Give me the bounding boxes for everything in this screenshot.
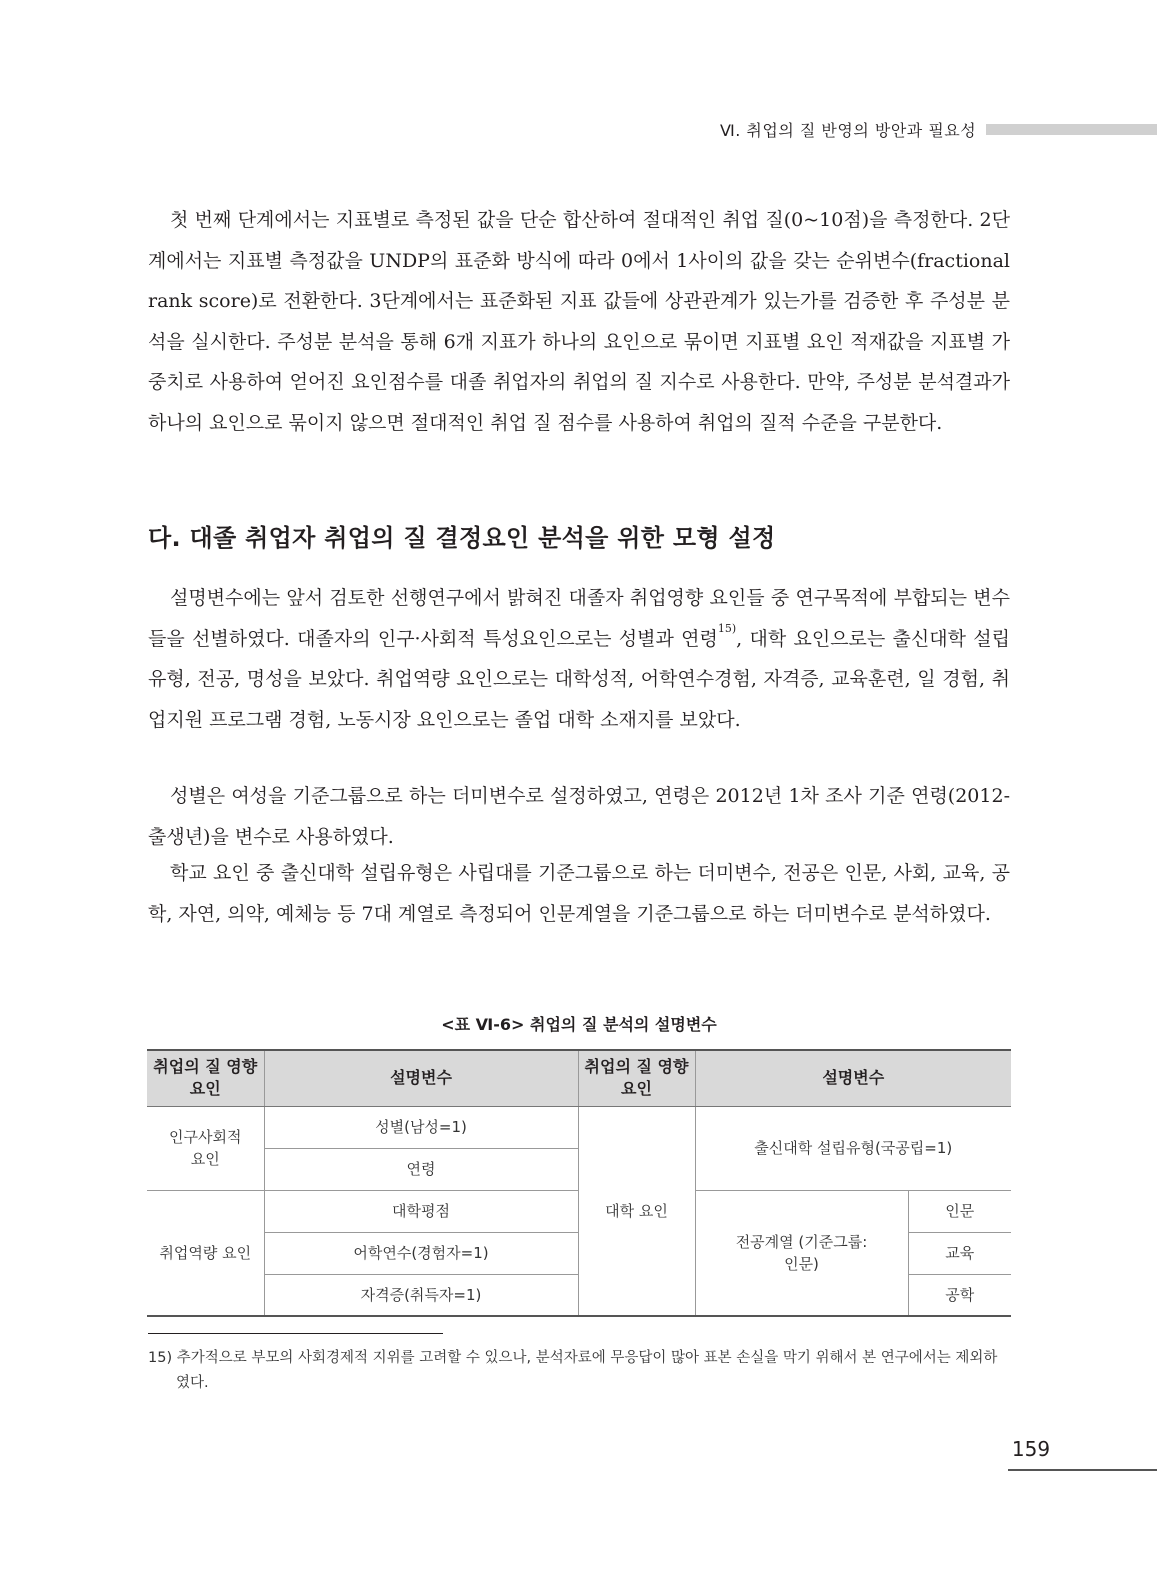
var-language-study: 어학연수(경험자=1): [264, 1232, 578, 1274]
header-variable-right: 설명변수: [695, 1050, 1011, 1106]
paragraph-text: 성별은 여성을 기준그룹으로 하는 더미변수로 설정하였고, 연령은 2012년 1차 조사 기준 연령(2012-출생년)을 변수로 사용하였다.: [148, 785, 1010, 848]
section-heading: 다. 대졸 취업자 취업의 질 결정요인 분석을 위한 모형 설정: [148, 524, 776, 552]
var-major: 전공계열 (기준그룹: 인문): [695, 1190, 908, 1316]
group-demographic: 인구사회적 요인: [147, 1106, 264, 1190]
header-factor-right: 취업의 질 영향 요인: [578, 1050, 695, 1106]
header-factor-left: 취업의 질 영향 요인: [147, 1050, 264, 1106]
var-gender: 성별(남성=1): [264, 1106, 578, 1148]
page-number-rule: [1008, 1469, 1157, 1471]
footnote-divider: [148, 1333, 443, 1334]
group-university: 대학 요인: [578, 1106, 695, 1316]
paragraph-text: 학교 요인 중 출신대학 설립유형은 사립대를 기준그룹으로 하는 더미변수, 전공은 인문, 사회, 교육, 공학, 자연, 의약, 예체능 등 7대 계열로 측정되어 인문계열을 기준그룹으로 하는 더미변수로 분석하였다.: [148, 862, 1010, 925]
paragraph-school-factors: [148, 853, 1010, 934]
footnote: [148, 1346, 1010, 1396]
paragraph-gender-age: [148, 776, 1010, 857]
var-founding-type: 출신대학 설립유형(국공립=1): [695, 1106, 1011, 1190]
var-certificate: 자격증(취득자=1): [264, 1274, 578, 1316]
group-competency: 취업역량 요인: [147, 1190, 264, 1316]
var-gpa: 대학평점: [264, 1190, 578, 1232]
paragraph-text-continued: , 대학 요인으로는 출신대학 설립유형, 전공, 명성을 보았다. 취업역량 요인으로는 대학성적, 어학연수경험, 자격증, 교육훈련, 일 경험, 취업지원 프로그램 경험, 노동시장 요인으로는 졸업 대학 소재지를 보았다.: [148, 627, 1010, 731]
header-decorative-bar: [986, 124, 1157, 135]
major-item-education: 교육: [908, 1232, 1011, 1274]
running-title: Ⅵ. 취업의 질 반영의 방안과 필요성: [720, 120, 977, 140]
header-variable-left: 설명변수: [264, 1050, 578, 1106]
paragraph-explanatory-variables: [148, 578, 1010, 740]
page-number: 159: [1011, 1437, 1051, 1461]
table-row: [147, 1106, 1011, 1148]
footnote-text: 추가적으로 부모의 사회경제적 지위를 고려할 수 있으나, 분석자료에 무응답이 많아 표본 손실을 막기 위해서 본 연구에서는 제외하였다.: [176, 1350, 998, 1391]
var-age: 연령: [264, 1148, 578, 1190]
major-item-humanities: 인문: [908, 1190, 1011, 1232]
footnote-reference[interactable]: 15): [717, 621, 737, 635]
footnote-number: 15): [148, 1350, 173, 1366]
running-header: [720, 116, 1157, 142]
paragraph-stage-description: [148, 200, 1010, 443]
paragraph-text: 첫 번째 단계에서는 지표별로 측정된 값을 단순 합산하여 절대적인 취업 질(0~10점)을 측정한다. 2단계에서는 지표별 측정값을 UNDP의 표준화 방식에 따라 0에서 1사이의 값을 갖는 순위변수(fractional rank score)로 전환한다. 3단계에서는 표준화된 지표 값들에 상관관계가 있는가를 검증한 후 주성분 분석을 실시한다. 주성분 분석을 통해 6개 지표가 하나의 요인으로 묶이면 지표별 요인 적재값을 지표별 가중치로 사용하여 얻어진 요인점수를 대졸 취업자의 취업의 질 지수로 사용한다. 만약, 주성분 분석결과가 하나의 요인으로 묶이지 않으면 절대적인 취업 질 점수를 사용하여 취업의 질적 수준을 구분한다.: [148, 209, 1010, 434]
table-caption: <표 Ⅵ-6> 취업의 질 분석의 설명변수: [441, 1015, 717, 1034]
table-header-row: [147, 1050, 1011, 1106]
paragraph-text: 설명변수에는 앞서 검토한 선행연구에서 밝혀진 대졸자 취업영향 요인들 중 연구목적에 부합되는 변수들을 선별하였다. 대졸자의 인구·사회적 특성요인으로는 성별과 연령: [148, 587, 1010, 650]
major-item-engineering: 공학: [908, 1274, 1011, 1316]
explanatory-variables-table: [147, 1049, 1011, 1317]
